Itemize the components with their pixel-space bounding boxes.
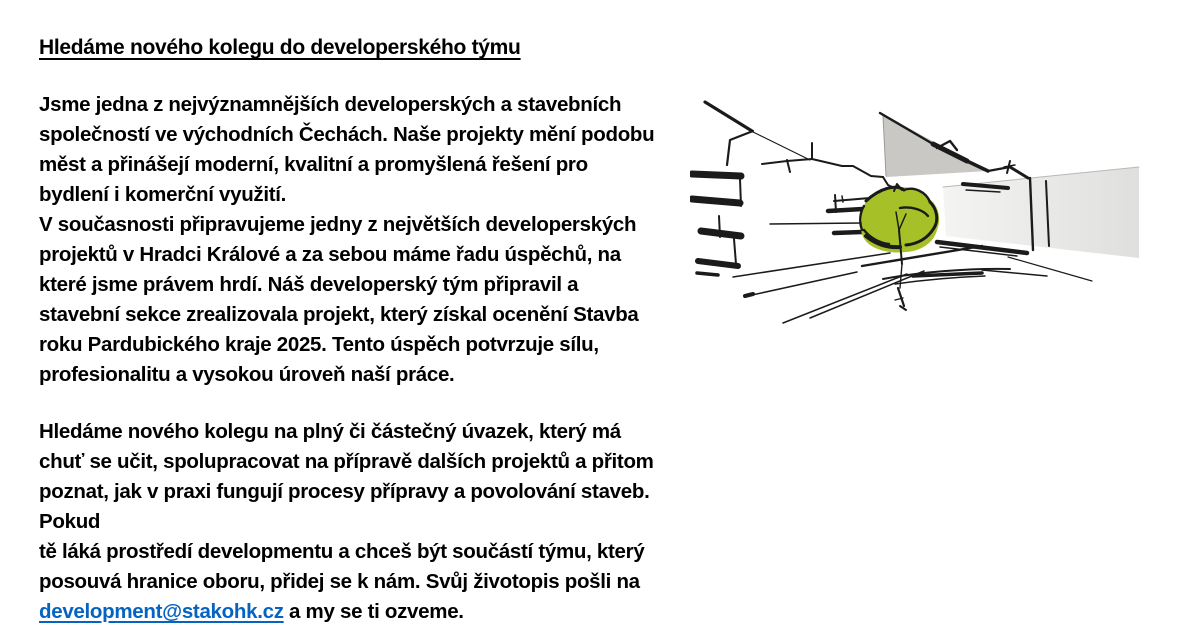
- text-line: Jsme jedna z nejvýznamnějších developerských a stavebních: [39, 93, 622, 116]
- text-line: chuť se učit, spolupracovat na přípravě dalších projektů a přitom: [39, 450, 654, 473]
- spacer: [39, 63, 739, 90]
- architecture-sketch-illustration: [690, 60, 1202, 400]
- tree: [860, 184, 939, 310]
- email-link[interactable]: development@stakohk.cz: [39, 600, 284, 623]
- ground-lines: [733, 246, 1092, 323]
- text-line: měst a přinášejí moderní, kvalitní a promyšlená řešení pro: [39, 153, 588, 176]
- roof-plane: [880, 113, 988, 177]
- text-line: roku Pardubického kraje 2025. Tento úspěch potvrzuje sílu,: [39, 333, 599, 356]
- closing-text: a my se ti ozveme.: [283, 600, 464, 623]
- text-line: stavební sekce zrealizovala projekt, který získal ocenění Stavba: [39, 303, 639, 326]
- text-line: bydlení i komerční využití.: [39, 183, 287, 206]
- closing-line: [39, 597, 739, 627]
- text-line: profesionalitu a vysokou úroveň naší práce.: [39, 363, 455, 386]
- text-line: Pokud: [39, 510, 101, 533]
- text-line: které jsme právem hrdí. Náš developerský tým připravil a: [39, 273, 579, 296]
- text-line: projektů v Hradci Králové a za sebou máme řadu úspěchů, na: [39, 243, 621, 266]
- job-posting-text: [39, 33, 739, 627]
- left-wall-sketch: [692, 102, 810, 275]
- spacer: [39, 390, 739, 417]
- text-line: poznat, jak v praxi fungují procesy přípravy a povolování staveb.: [39, 480, 650, 503]
- right-wall: [937, 161, 1139, 258]
- text-line: posouvá hranice oboru, přidej se k nám. Svůj životopis pošli na: [39, 570, 640, 593]
- page-title: Hledáme nového kolegu do developerského týmu: [39, 36, 521, 59]
- text-line: Hledáme nového kolegu na plný či částečný úvazek, který má: [39, 420, 621, 443]
- offer-paragraph: [39, 417, 739, 627]
- building-outline-sketch: [762, 143, 898, 190]
- text-line: společností ve východních Čechách. Naše projekty mění podobu: [39, 123, 655, 146]
- text-line: tě láká prostředí developmentu a chceš být součástí týmu, který: [39, 540, 645, 563]
- intro-paragraph: [39, 90, 739, 390]
- text-line: V současnosti připravujeme jedny z největších developerských: [39, 213, 637, 236]
